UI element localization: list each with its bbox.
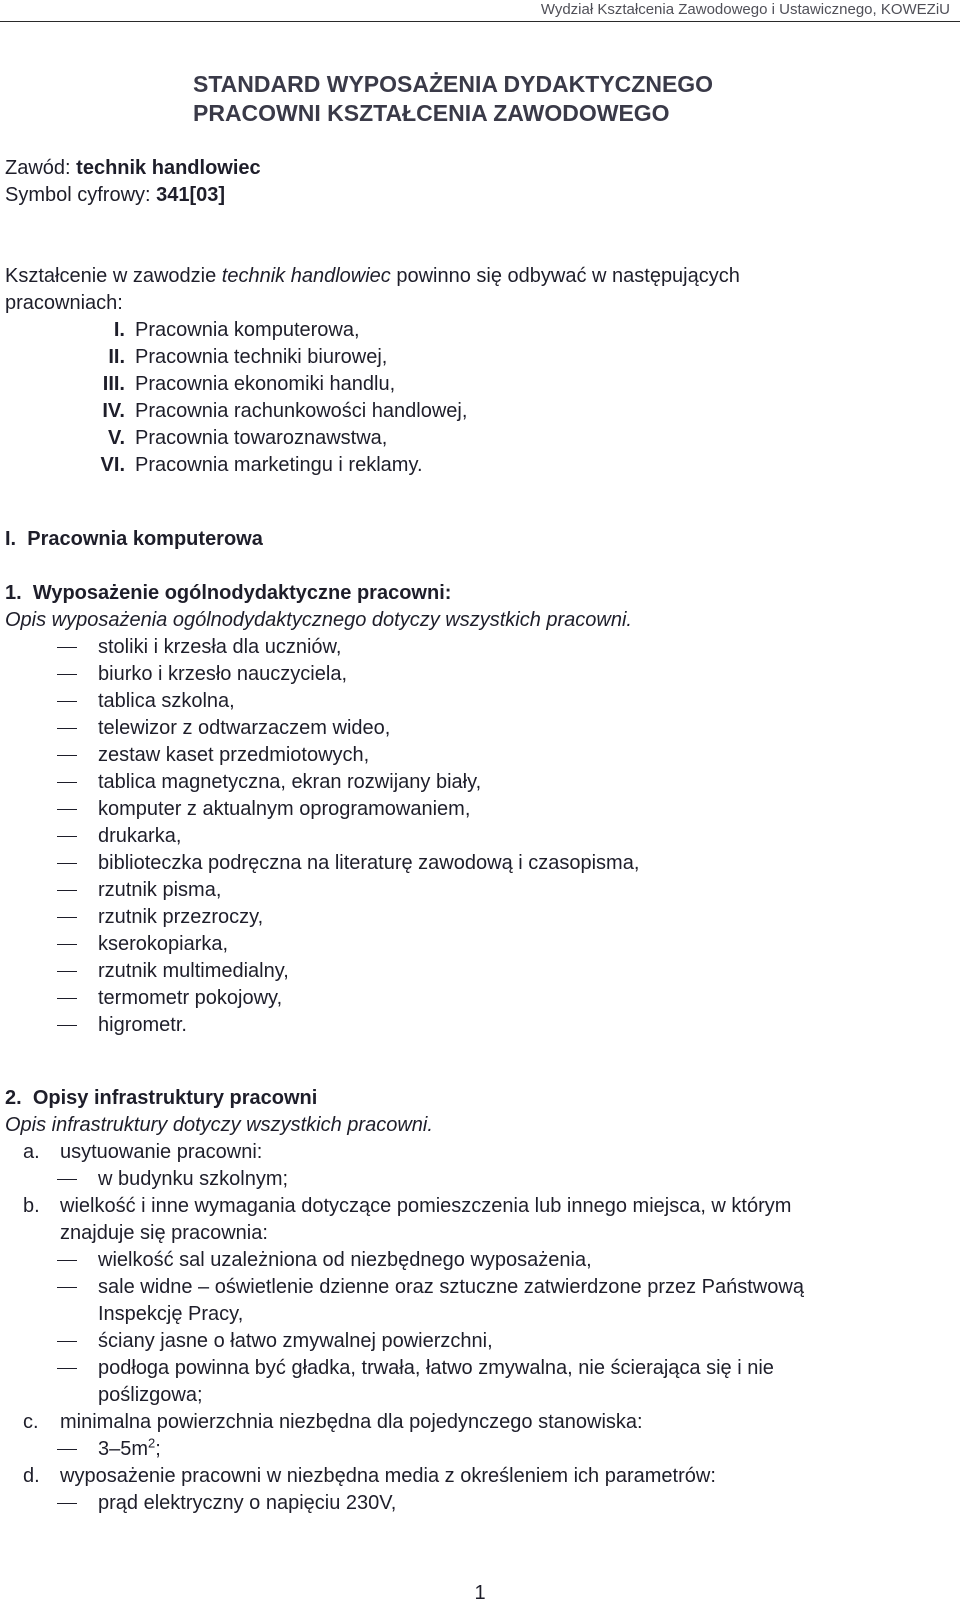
list-item [5,634,950,661]
intro-text-1: Kształcenie w zawodzie [5,265,222,287]
profession-meta [5,155,261,209]
list-item [5,1274,950,1301]
list-item-text: wielkość sal uzależniona od niezbędnego wyposażenia, [98,1249,592,1271]
list-item [5,1490,950,1517]
list-item [5,1012,950,1039]
list-item [5,661,950,688]
list-item-text: drukarka, [98,825,182,847]
workshop-number: II. [108,346,125,368]
dash-bullet [57,647,77,648]
workshop-label: Pracownia ekonomiki handlu, [135,373,396,395]
workshop-number: I. [113,319,125,341]
dash-bullet [57,755,77,756]
list-item-text: w budynku szkolnym; [98,1168,289,1190]
intro-text-2: powinno się odbywać w następujących [390,265,740,287]
list-item-text: podłoga powinna być gładka, trwała, łatwo zmywalna, nie ścierająca się i nie [98,1357,774,1379]
subsection-number: 1. [5,582,22,604]
list-item-text: tablica magnetyczna, ekran rozwijany biały, [98,771,482,793]
section-computer-lab [5,526,945,553]
list-item [5,769,950,796]
dash-bullet [57,998,77,999]
area-exponent: 2 [148,1435,156,1451]
list-item-text: rzutnik przezroczy, [98,906,264,928]
requirement-letter: b. [23,1195,40,1217]
dash-bullet [57,1503,77,1504]
list-item [5,904,950,931]
title-line-2: PRACOWNI KSZTAŁCENIA ZAWODOWEGO [193,100,670,126]
workshop-item [5,371,467,398]
intro-profession-italic: technik handlowiec [221,265,391,287]
workshop-label: Pracownia rachunkowości handlowej, [135,400,468,422]
workshop-label: Pracownia techniki biurowej, [135,346,388,368]
list-item [5,796,950,823]
requirement-text: wyposażenie pracowni w niezbędna media z określeniem ich parametrów: [60,1465,716,1487]
list-item-text: tablica szkolna, [98,690,235,712]
subsection-heading [5,580,950,607]
workshop-number: IV. [102,400,125,422]
section-title: Pracownia komputerowa [27,528,263,550]
list-item-text: termometr pokojowy, [98,987,283,1009]
symbol-line [5,182,261,209]
list-item [5,715,950,742]
workshop-item [5,425,467,452]
workshop-item [5,398,467,425]
list-item [5,985,950,1012]
list-item [5,742,950,769]
workshop-number: V. [107,427,125,449]
intro-paragraph [5,263,945,317]
list-item-text: komputer z aktualnym oprogramowaniem, [98,798,471,820]
symbol-label: Symbol cyfrowy: [5,184,151,206]
list-item-text: kserokopiarka, [98,933,229,955]
profession-line [5,155,261,182]
workshop-item [5,344,467,371]
dash-bullet [57,1449,77,1450]
intro-line-2: pracowniach: [5,292,123,314]
dash-bullet [57,971,77,972]
requirement-text: usytuowanie pracowni: [60,1141,263,1163]
workshop-item [5,452,467,479]
requirement-b [5,1193,950,1220]
list-item-text: rzutnik pisma, [98,879,222,901]
subsection-description: Opis infrastruktury dotyczy wszystkich pracowni. [5,1114,433,1136]
equipment-list [5,634,950,1039]
dash-bullet [57,728,77,729]
workshop-number: VI. [100,454,125,476]
workshop-label: Pracownia komputerowa, [135,319,360,341]
symbol-value: 341[03] [156,184,226,206]
list-item-text: telewizor z odtwarzaczem wideo, [98,717,391,739]
workshop-item [5,317,467,344]
requirement-d [5,1463,950,1490]
subsection-description: Opis wyposażenia ogólnodydaktycznego dotyczy wszystkich pracowni. [5,609,632,631]
subsection-title: Opisy infrastruktury pracowni [32,1087,318,1109]
list-item-text: zestaw kaset przedmiotowych, [98,744,370,766]
list-item-text: biblioteczka podręczna na literaturę zawodową i czasopisma, [98,852,640,874]
list-item-text: sale widne – oświetlenie dzienne oraz sztuczne zatwierdzone przez Państwową [98,1276,804,1298]
list-item-text: prąd elektryczny o napięciu 230V, [98,1492,397,1514]
document-title [193,70,713,128]
dash-bullet [57,917,77,918]
dash-bullet [57,863,77,864]
subsection-title: Wyposażenie ogólnodydaktyczne pracowni: [32,582,452,604]
list-item [5,1436,950,1463]
list-item [5,1247,950,1274]
dash-bullet [57,836,77,837]
requirement-b-continued: znajduje się pracownia: [60,1222,268,1244]
list-item [5,1355,950,1382]
list-item [5,877,950,904]
dash-bullet [57,1287,77,1288]
requirement-letter: a. [23,1141,40,1163]
list-item [5,958,950,985]
requirement-letter: c. [23,1411,39,1433]
header-rule [0,21,960,22]
subsection-infrastructure [5,1085,950,1517]
list-item [5,823,950,850]
dash-bullet [57,944,77,945]
title-line-1: STANDARD WYPOSAŻENIA DYDAKTYCZNEGO [193,71,714,97]
list-item-text: biurko i krzesło nauczyciela, [98,663,347,685]
workshop-list [5,317,467,479]
dash-bullet [57,1368,77,1369]
list-item-continued: poślizgowa; [98,1384,203,1406]
workshop-label: Pracownia marketingu i reklamy. [135,454,423,476]
intro-line-1 [5,263,945,290]
subsection-number: 2. [5,1087,22,1109]
section-heading [5,526,945,553]
list-item-text: ściany jasne o łatwo zmywalnej powierzchni, [98,1330,493,1352]
dash-bullet [57,701,77,702]
dash-bullet [57,1341,77,1342]
page-number: 1 [474,1582,486,1604]
list-item [5,1328,950,1355]
list-item-text: higrometr. [98,1014,187,1036]
requirement-text: minimalna powierzchnia niezbędna dla pojedynczego stanowiska: [60,1411,643,1433]
profession-label: Zawód: [5,157,71,179]
requirement-letter: d. [23,1465,40,1487]
profession-value: technik handlowiec [76,157,261,179]
requirement-a [5,1139,950,1166]
dash-bullet [57,890,77,891]
list-item [5,931,950,958]
subsection-heading [5,1085,950,1112]
dash-bullet [57,809,77,810]
section-number: I. [5,528,17,550]
workshop-label: Pracownia towaroznawstwa, [135,427,388,449]
dash-bullet [57,1260,77,1261]
dash-bullet [57,1025,77,1026]
requirement-c [5,1409,950,1436]
subsection-equipment [5,580,950,1039]
dash-bullet [57,782,77,783]
dash-bullet [57,674,77,675]
requirement-text: wielkość i inne wymagania dotyczące pomieszczenia lub innego miejsca, w którym [60,1195,792,1217]
list-item [5,688,950,715]
dash-bullet [57,1179,77,1180]
workshop-number: III. [102,373,125,395]
list-item-continued: Inspekcję Pracy, [98,1303,244,1325]
list-item-text: stoliki i krzesła dla uczniów, [98,636,342,658]
area-punct: ; [155,1438,161,1460]
area-value: 3–5m [98,1438,149,1460]
running-header: Wydział Kształcenia Zawodowego i Ustawicznego, KOWEZiU [540,1,950,18]
list-item-text: rzutnik multimedialny, [98,960,289,982]
list-item [5,850,950,877]
list-item [5,1166,950,1193]
